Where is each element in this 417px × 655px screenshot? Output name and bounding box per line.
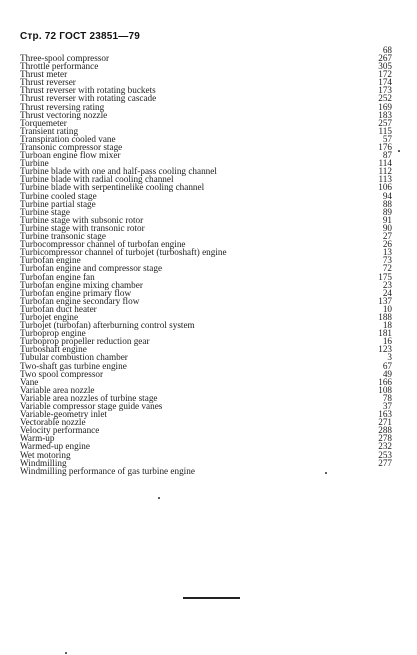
index-page-number: 3 [387, 352, 392, 363]
index-term: Turbicompressor channel of turbojet (turboshaft) engine [20, 247, 227, 258]
index-page-number: 123 [378, 344, 392, 355]
index-page-number: 188 [378, 311, 392, 322]
index-term: Thrust reverser [20, 77, 76, 88]
index-page-number: 305 [378, 61, 392, 72]
index-page-number: 166 [378, 376, 392, 387]
index-term: Variable compressor stage guide vanes [20, 401, 163, 412]
index-row [20, 441, 392, 452]
index-list [20, 44, 392, 476]
index-page-number: 252 [378, 93, 392, 104]
index-page-number: 169 [378, 101, 392, 112]
index-term: Turboprop engine [20, 328, 86, 339]
index-term: Torquemeter [20, 117, 67, 128]
index-row [20, 465, 392, 476]
index-term: Variable-geometry inlet [20, 409, 107, 420]
index-row [20, 63, 392, 71]
index-term: Turbine blade with one and half-pass cooling channel [20, 166, 217, 177]
index-page-number: 253 [378, 449, 392, 460]
index-page-number: 174 [378, 77, 392, 88]
index-term: Tubular combustion chamber [20, 352, 128, 363]
scan-speck [65, 652, 67, 654]
index-page-number: 90 [382, 222, 392, 233]
index-page-number: 113 [378, 174, 392, 185]
index-term: Variable area nozzles of turbine stage [20, 392, 158, 403]
index-page-number: 172 [378, 69, 392, 80]
index-term: Turbocompressor channel of turbofan engine [20, 239, 186, 250]
index-term: Throttle performance [20, 61, 99, 72]
index-term: Two spool compressor [20, 368, 104, 379]
index-term: Warm-up [20, 433, 55, 444]
index-term: Thrust reverser with rotating buckets [20, 85, 156, 96]
index-row [20, 198, 392, 209]
index-page-number: 78 [382, 392, 392, 403]
index-term: Turbine stage with transonic rotor [20, 222, 145, 233]
index-page-number: 278 [378, 433, 392, 444]
index-page-number: 37 [382, 401, 392, 412]
index-term: Thrust vectoring nozzle [20, 109, 108, 120]
index-row [20, 368, 392, 379]
index-page-number: 87 [382, 150, 392, 161]
index-term: Turbine stage with subsonic rotor [20, 214, 144, 225]
index-page-number: 232 [378, 441, 392, 452]
index-term: Windmilling performance of gas turbine engine [20, 465, 195, 476]
index-page-number: 137 [378, 295, 392, 306]
index-term: Velocity performance [20, 425, 100, 436]
index-page-number: 163 [378, 409, 392, 420]
index-page-number: 27 [382, 231, 392, 242]
index-page-number: 94 [382, 190, 392, 201]
index-row [20, 109, 392, 120]
index-page-number: 112 [378, 166, 392, 177]
index-term: Turbofan engine and compressor stage [20, 263, 163, 274]
index-page-number: 73 [382, 255, 392, 266]
index-page-number: 106 [378, 182, 392, 193]
index-term: Three-spool compressor [20, 52, 110, 63]
index-term: Transonic compressor stage [20, 142, 123, 153]
index-page-number: 267 [378, 52, 392, 63]
index-page-number: 277 [378, 457, 392, 468]
index-page-number: 181 [378, 328, 392, 339]
index-term: Windmilling [20, 457, 67, 468]
index-term: Thrust reverser with rotating cascade [20, 93, 157, 104]
index-term: Two-shaft gas turbine engine [20, 360, 127, 371]
index-term: Turbojet engine [20, 311, 79, 322]
index-term: Turboan engine flow mixer [20, 150, 121, 161]
index-page-number: 257 [378, 117, 392, 128]
index-term: Turbine partial stage [20, 198, 96, 209]
index-term: Turbofan engine primary flow [20, 287, 132, 298]
index-page-number: 18 [382, 320, 392, 331]
index-page-number: 72 [382, 263, 392, 274]
index-page-number: 114 [378, 158, 392, 169]
index-term: Turboshaft engine [20, 344, 87, 355]
footer-rule [183, 597, 240, 599]
index-term: Turbojet (turbofan) afterburning control system [20, 320, 195, 331]
index-term: Vectorable nozzle [20, 417, 86, 428]
index-page-number: 49 [382, 368, 392, 379]
index-term: Transient rating [20, 125, 79, 136]
index-page-number: 23 [382, 279, 392, 290]
index-term: Turbofan duct heater [20, 303, 97, 314]
index-term: Turbine blade with radial cooling channel [20, 174, 174, 185]
index-page-number: 24 [382, 287, 392, 298]
index-page-number: 183 [378, 109, 392, 120]
index-term: Thrust reversing rating [20, 101, 105, 112]
index-page-number: 108 [378, 384, 392, 395]
index-page-number: 271 [378, 417, 392, 428]
index-term: Turbofan engine [20, 255, 81, 266]
scan-speck [158, 497, 160, 499]
index-term: Turbofan engine secondary flow [20, 295, 140, 306]
index-page-number: 13 [382, 247, 392, 258]
index-term: Turbine cooled stage [20, 190, 97, 201]
index-term: Turbine transonic stage [20, 231, 106, 242]
index-page-number: 175 [378, 271, 392, 282]
index-term: Vane [20, 376, 39, 387]
scan-speck [325, 472, 327, 474]
index-term: Turbofan engine fan [20, 271, 95, 282]
index-page-number: 10 [382, 303, 392, 314]
page-header: Стр. 72 ГОСТ 23851—79 [20, 31, 140, 42]
index-row [20, 152, 392, 160]
index-term: Turbofan engine mixing chamber [20, 279, 143, 290]
index-term: Turboprop propeller reduction gear [20, 336, 150, 347]
index-page-number: 176 [378, 142, 392, 153]
index-page-number: 68 [382, 44, 392, 55]
index-term: Turbine blade with serpentinelike cooling channel [20, 182, 205, 193]
index-page-number: 16 [382, 336, 392, 347]
index-row [20, 427, 392, 435]
index-page-number: 115 [378, 125, 392, 136]
index-term: Turbine stage [20, 206, 70, 217]
index-page-number: 26 [382, 239, 392, 250]
index-term: Transpiration cooled vane [20, 133, 116, 144]
index-page-number: 57 [382, 133, 392, 144]
index-term: Thrust meter [20, 69, 68, 80]
index-page-number: 88 [382, 198, 392, 209]
index-term: Warmed-up engine [20, 441, 90, 452]
index-term: Variable area nozzle [20, 384, 95, 395]
index-page-number: 67 [382, 360, 392, 371]
index-term: Wet motoring [20, 449, 71, 460]
scan-speck [398, 150, 400, 152]
index-page-number: 288 [378, 425, 392, 436]
index-page-number: 173 [378, 85, 392, 96]
index-term: Turbine [20, 158, 49, 169]
index-row [20, 449, 392, 460]
index-page-number: 91 [382, 214, 392, 225]
index-page-number: 89 [382, 206, 392, 217]
